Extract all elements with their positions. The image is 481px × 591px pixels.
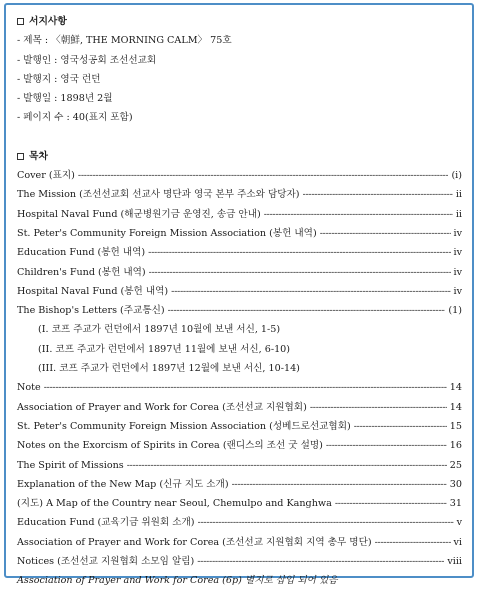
toc-sub-entry: (II. 코프 주교가 런던에서 1897년 11월에 보낸 서신, 6-10) [38,343,291,355]
toc-entry-page: 31 [449,498,462,510]
toc-entry-page: 30 [449,478,462,490]
insert-note: Association of Prayer and Work for Corea (6p) 별지로 삽입 되어 있음 [17,575,338,587]
toc-entry [17,263,462,282]
toc-dot-leader [127,456,447,475]
toc-dot-leader [168,301,446,320]
toc-entry [17,417,462,436]
toc-entry-title: Hospital Naval Fund (봉헌 내역) [17,285,169,297]
toc-entry-page: 14 [449,401,462,413]
toc-list-part1 [17,166,462,320]
toc-entry [17,494,462,513]
toc-entry-title: Hospital Naval Fund (해군병원기금 운영진, 송금 안내) [17,208,261,220]
toc-entry-title: Education Fund (교육기금 위원회 소개) [17,517,195,529]
toc-entry-title: Notices (조선선교 지원협회 소모임 알림) [17,556,195,568]
toc-dot-leader [303,185,453,204]
toc-entry-page: 16 [449,440,462,452]
toc-entry [17,436,462,455]
toc-entry [17,378,462,397]
toc-dot-leader [264,205,453,224]
section-spacer [17,128,462,147]
bibliography-heading-label: 서지사항 [29,16,67,27]
toc-dot-leader [198,513,454,532]
toc-entry [17,398,462,417]
toc-entry-title: (지도) A Map of the Country near Seoul, Chemulpo and Kanghwa [17,498,332,510]
toc-sub-entry: (I. 코프 주교가 런던에서 1897년 10월에 보낸 서신, 1-5) [38,324,281,336]
toc-entry-title: The Mission (조선선교회 선교사 명단과 영국 본부 주소와 담당자) [17,189,300,201]
toc-entry [17,282,462,301]
toc-entry [17,185,462,204]
toc-heading [17,147,462,166]
toc-dot-leader [171,282,450,301]
toc-entry [17,243,462,262]
toc-entry-title: Association of Prayer and Work for Corea (조선선교 지원협회 지역 총무 명단) [17,536,372,548]
toc-entry-page: ii [455,189,462,201]
toc-entry-title: Cover (표지) [17,170,75,182]
toc-entry-title: Association of Prayer and Work for Corea (조선선교 지원협회) [17,401,307,413]
toc-dot-leader [149,263,451,282]
document-frame [4,3,474,587]
toc-entry-title: St. Peter's Community Foreign Mission Association (봉헌 내역) [17,227,317,239]
toc-dot-leader [148,243,450,262]
toc-entry-page: viii [447,556,462,568]
checkbox-square-icon [17,18,24,25]
toc-dot-leader [335,494,447,513]
toc-entry-title: Note [17,382,41,394]
toc-entry-page: iv [453,285,462,297]
toc-dot-leader [197,552,444,571]
meta-title-line: - 제목 : 〈朝鮮, THE MORNING CALM〉 75호 [17,35,232,47]
toc-entry-page: 15 [449,420,462,432]
toc-entry [17,513,462,532]
checkbox-square-icon [17,153,24,160]
toc-entry [17,552,462,571]
toc-entry-title: Children's Fund (봉헌 내역) [17,266,146,278]
toc-entry-title: Explanation of the New Map (신규 지도 소개) [17,478,229,490]
toc-heading-label: 목차 [29,150,48,162]
toc-list-part2 [17,378,462,571]
toc-entry-page: vi [453,536,462,548]
toc-dot-leader [320,224,451,243]
bibliography-heading [17,12,462,31]
toc-entry-page: (i) [451,170,462,182]
toc-entry [17,456,462,475]
meta-pages-line: - 페이지 수 : 40(표지 포함) [17,112,133,124]
toc-dot-leader [375,533,451,552]
toc-entry [17,533,462,552]
toc-dot-leader [310,398,447,417]
toc-dot-leader [326,436,447,455]
toc-entry-page: v [456,517,462,529]
toc-entry-page: 25 [449,459,462,471]
toc-dot-leader [78,166,449,185]
toc-entry [17,205,462,224]
toc-entry-page: (1) [448,305,462,317]
toc-entry [17,475,462,494]
toc-entry-title: St. Peter's Community Foreign Mission Association (성베드로선교협회) [17,420,351,432]
toc-entry-title: Education Fund (봉헌 내역) [17,247,146,259]
toc-entry-title: The Bishop's Letters (주교통신) [17,305,165,317]
toc-entry [17,166,462,185]
toc-entry-page: iv [453,247,462,259]
meta-publisher-line: - 발행인 : 영국성공회 조선선교회 [17,54,157,66]
toc-sub-entry: (III. 코프 주교가 런던에서 1897년 12월에 보낸 서신, 10-14) [38,363,300,375]
toc-entry [17,224,462,243]
document-body [17,12,462,591]
meta-place-line: - 발행지 : 영국 런던 [17,73,101,85]
toc-entry-title: Notes on the Exorcism of Spirits in Corea (랜디스의 조선 굿 설명) [17,440,323,452]
meta-date-line: - 발행일 : 1898년 2월 [17,93,113,105]
toc-dot-leader [44,378,447,397]
toc-entry-page: iv [453,227,462,239]
toc-entry-page: ii [455,208,462,220]
toc-entry-page: iv [453,266,462,278]
toc-entry-page: 14 [449,382,462,394]
toc-entry [17,301,462,320]
toc-dot-leader [354,417,447,436]
toc-dot-leader [232,475,447,494]
toc-entry-title: The Spirit of Missions [17,459,124,471]
